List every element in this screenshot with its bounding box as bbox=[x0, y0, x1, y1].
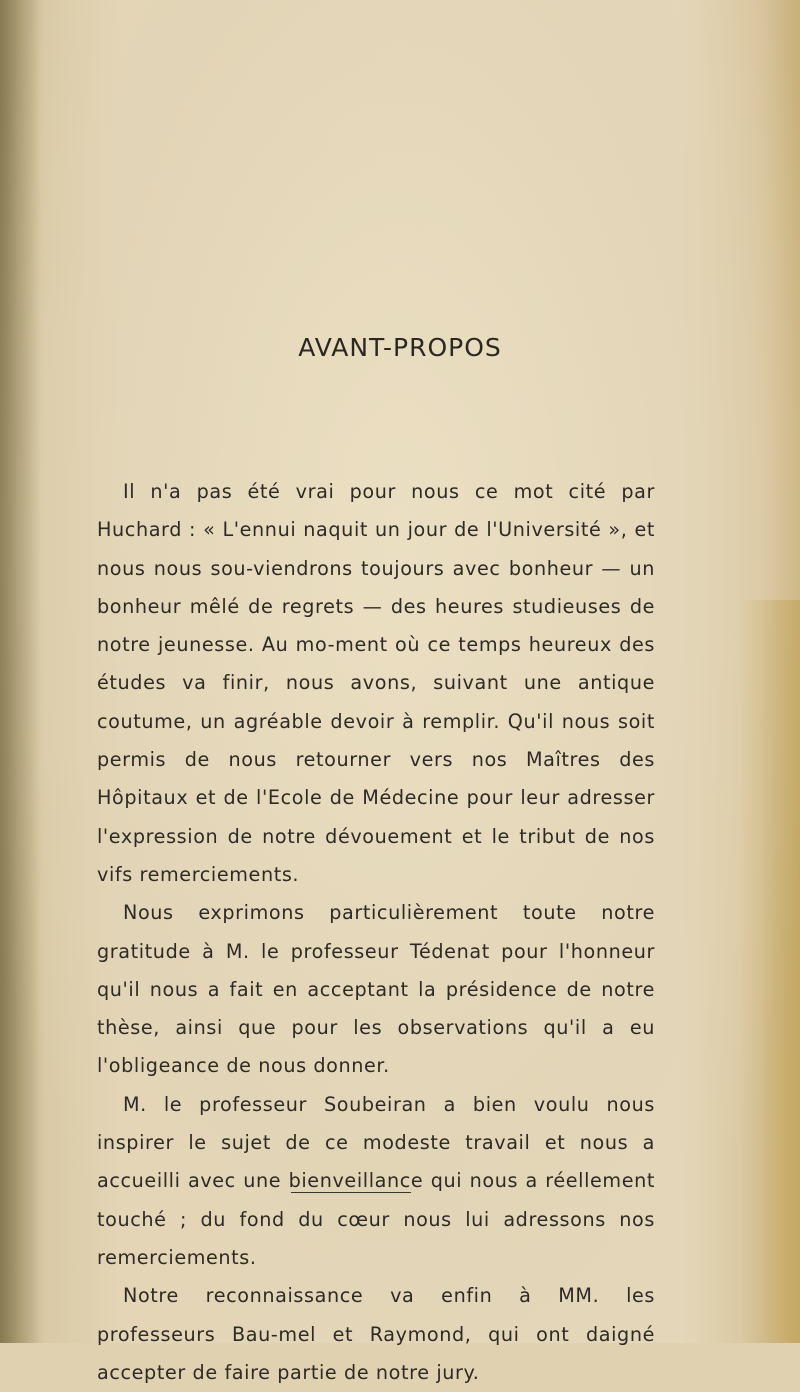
paragraph-3: M. le professeur Soubeiran a bien voulu nous inspirer le sujet de ce modeste travail et nous a accueilli avec une bienveillance qui nous a réellement touché ; du fond du cœur nous lui adressons nos remerciements. bbox=[97, 1092, 655, 1269]
paragraph-4: Notre reconnaissance va enfin à MM. les professeurs Bau-mel et Raymond, qui ont daigné accepter de faire partie de notre jury. bbox=[97, 1284, 655, 1384]
body-text bbox=[97, 473, 655, 1392]
page-edge-shadow-left bbox=[0, 0, 40, 1343]
page-title: AVANT-PROPOS bbox=[298, 333, 502, 362]
paragraph-2: Nous exprimons particulièrement toute notre gratitude à M. le professeur Tédenat pour l'honneur qu'il nous a fait en acceptant la présidence de notre thèse, ainsi que pour les observations qu'il a eu l'obligeance de nous donner. bbox=[97, 901, 655, 1078]
page-edge-stain-right bbox=[740, 600, 800, 1343]
closing-rule bbox=[291, 1192, 411, 1193]
paragraph-1: Il n'a pas été vrai pour nous ce mot cité par Huchard : « L'ennui naquit un jour de l'Université », et nous nous sou-viendrons toujours avec bonheur — un bonheur mêlé de regrets — des heures studieuses de notre jeunesse. Au mo-ment où ce temps heureux des études va finir, nous avons, suivant une antique coutume, un agréable devoir à remplir. Qu'il nous soit permis de nous retourner vers nos Maîtres des Hôpitaux et de l'Ecole de Médecine pour leur adresser l'expression de notre dévouement et le tribut de nos vifs remerciements. bbox=[97, 480, 655, 886]
